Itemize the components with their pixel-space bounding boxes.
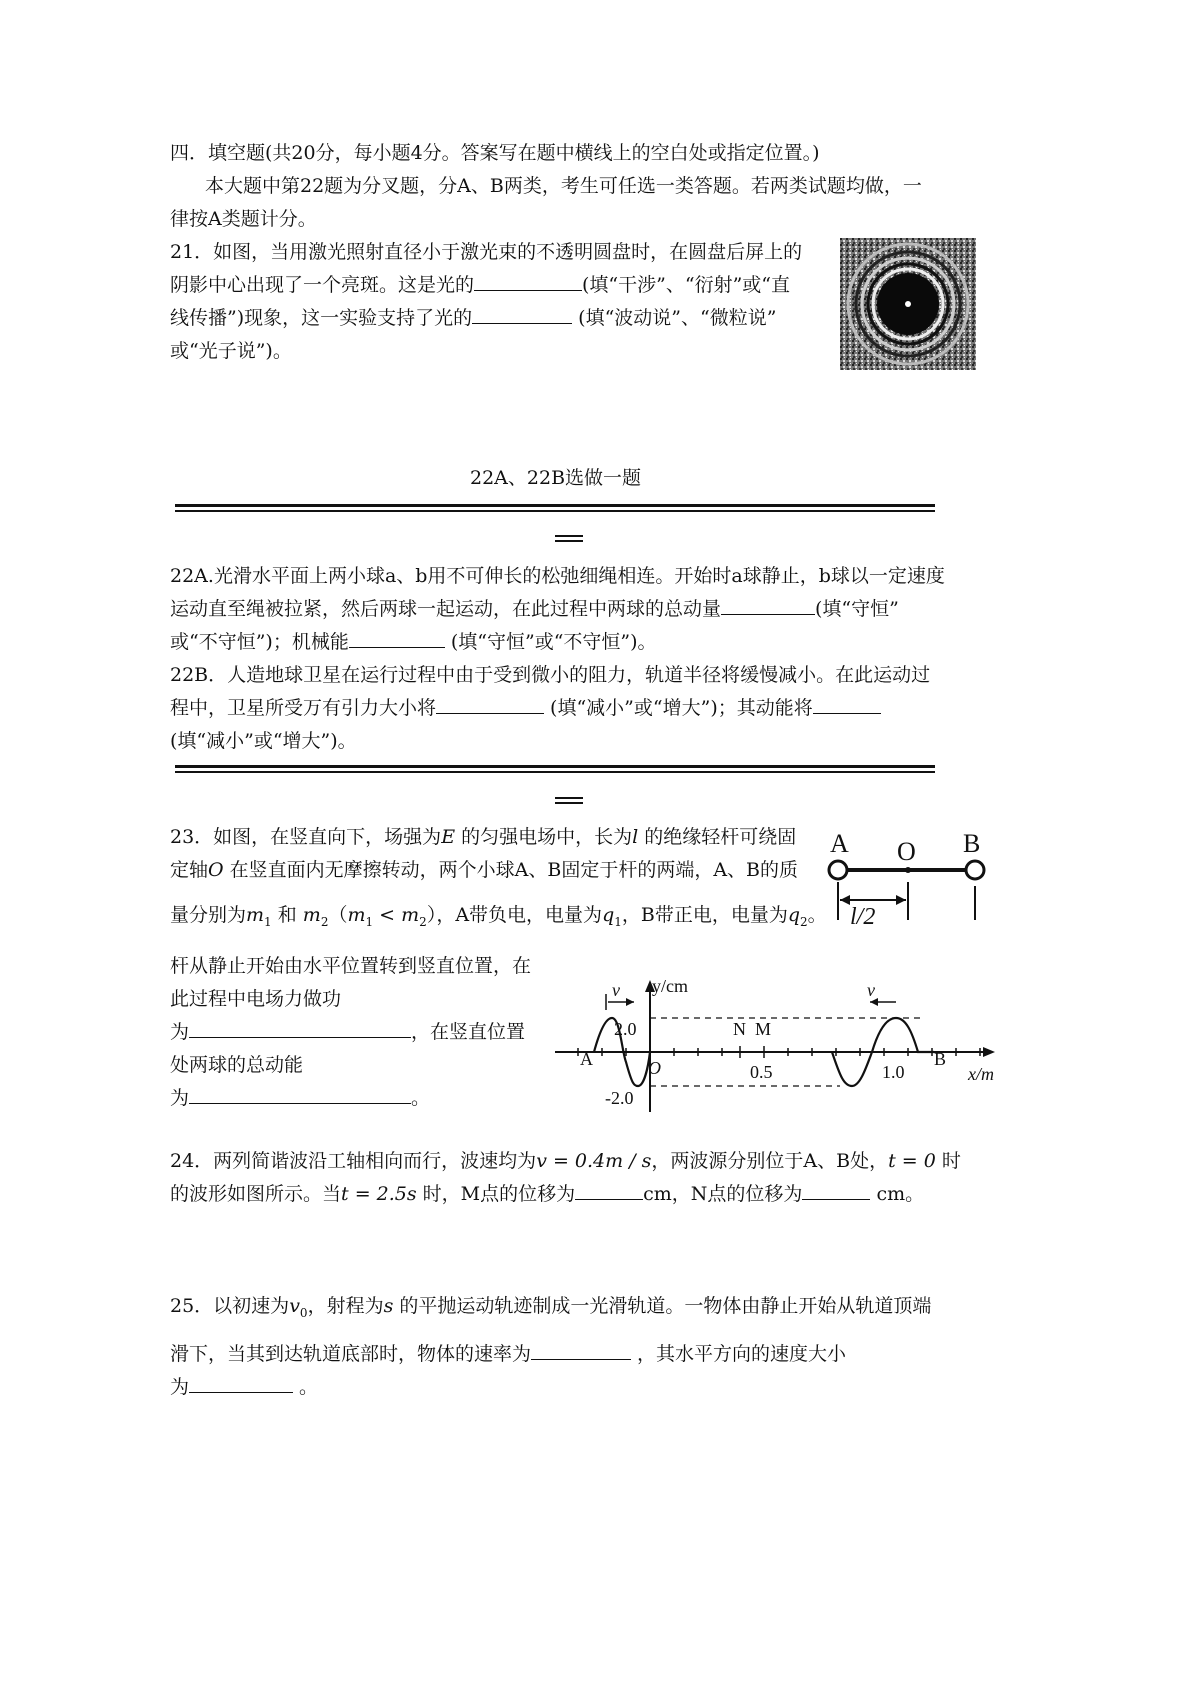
wave-figure (550, 972, 1020, 1112)
q21-line-1: 21．如图，当用激光照射直径小于激光束的不透明圆盘时，在圆盘后屏上的 (170, 241, 803, 263)
divider-mark (555, 535, 583, 537)
wave-tick-05: 0.5 (750, 1062, 773, 1082)
wave-x-label: x/m (968, 1064, 994, 1084)
wave-v-right: v (867, 980, 875, 1000)
ball-b (966, 861, 984, 879)
ball-a (829, 861, 847, 879)
wave-tick-10: 1.0 (882, 1062, 905, 1082)
section-note-1: 本大题中第22题为分叉题，分A、B两类，考生可任选一类答题。若两类试题均做，一 (205, 175, 922, 197)
wave-label-n: N (733, 1019, 746, 1039)
wave-v-left: v (612, 980, 620, 1000)
q22b-line-2: 程中，卫星所受万有引力大小将 (填“减小”或“增大”)；其动能将 (170, 695, 881, 721)
q24-line-2: 的波形如图所示。当t = 2.5s 时，M点的位移为 cm，N点的位移为 cm。 (170, 1183, 925, 1205)
divider-mark-2-inner (555, 802, 583, 804)
rod-label-b: B (963, 829, 981, 858)
divider-mark-inner (555, 540, 583, 542)
q21-line-2: 阴影中心出现了一个亮斑。这是光的 (填“干涉”、“衍射”或“直 (170, 274, 790, 296)
divider-top (175, 504, 935, 507)
q23-line-1: 23．如图，在竖直向下，场强为E 的匀强电场中，长为l 的绝缘轻杆可绕固 (170, 826, 797, 848)
wave-neg-amp: -2.0 (605, 1088, 634, 1108)
q21-answer-blank-1[interactable] (474, 272, 582, 291)
q21-line-3: 线传播”)现象，这一实验支持了光的 (填“波动说”、“微粒说” (170, 307, 777, 329)
q23-answer-blank-1[interactable] (189, 1019, 411, 1038)
q22a-answer-blank-1[interactable] (721, 596, 815, 615)
q21-answer-blank-2[interactable] (472, 305, 572, 324)
q22b-line-3: (填“减小”或“增大”)。 (170, 730, 357, 752)
section-header: 四．填空题(共20分，每小题4分。答案写在题中横线上的空白处或指定位置。) (170, 142, 820, 164)
rod-label-o: O (897, 837, 916, 866)
q23-line-5: 此过程中电场力做功 (170, 988, 342, 1010)
wave-y-label: y/cm (652, 976, 688, 996)
q21-line-4: 或“光子说”)。 (170, 340, 292, 362)
q25-answer-blank-1[interactable] (531, 1341, 631, 1360)
divider-bottom-inner (175, 771, 935, 773)
q25-line-1: 25．以初速为$v_0$，射程为s 的平抛运动轨迹制成一光滑轨道。一物体由静止开始从轨道顶端 (170, 1295, 932, 1320)
rod-label-a: A (830, 829, 849, 858)
q22b-line-1: 22B．人造地球卫星在运行过程中由于受到微小的阻力，轨道半径将缓慢减小。在此运动过 (170, 664, 931, 686)
q23-answer-blank-2[interactable] (189, 1085, 411, 1104)
q24-line-1: 24．两列简谐波沿工轴相向而行，波速均为v = 0.4m / s，两波源分别位于A、B处，t = 0 时 (170, 1150, 961, 1172)
q22a-line-2: 运动直至绳被拉紧，然后两球一起运动，在此过程中两球的总动量 (填“守恒” (170, 598, 899, 620)
q22b-answer-blank-1[interactable] (436, 695, 544, 714)
diffraction-pattern-image (840, 238, 976, 370)
q23-line-2: 定轴O 在竖直面内无摩擦转动，两个小球A、B固定于杆的两端，A、B的质 (170, 859, 799, 881)
half-length-label: l/2 (850, 904, 876, 928)
wave-label-m: M (755, 1019, 772, 1039)
section-note-2: 律按A类题计分。 (170, 208, 317, 230)
q22a-line-1: 22A.光滑水平面上两小球a、b用不可伸长的松弛细绳相连。开始时a球静止，b球以一定速度 (170, 565, 945, 587)
divider-top-inner (175, 510, 935, 512)
q22a-answer-blank-2[interactable] (349, 629, 445, 648)
q25-answer-blank-2[interactable] (189, 1374, 293, 1393)
wave-pos-amp: 2.0 (614, 1019, 637, 1039)
wave-origin-o: O (648, 1058, 661, 1078)
q24-answer-blank-2[interactable] (802, 1181, 870, 1200)
pivot-o (905, 867, 911, 873)
q25-line-3: 为 。 (170, 1376, 319, 1398)
divider-bottom (175, 765, 935, 768)
q23-line-8: 为 。 (170, 1087, 431, 1109)
q22a-line-3: 或“不守恒”)；机械能 (填“守恒”或“不守恒”)。 (170, 631, 657, 653)
q23-line-3: 量分别为$m_1$ 和 $m_2(m_1 < m_2)$，A带负电，电量为$q_1$，B带正电，电量为$q_2$。 (170, 904, 827, 929)
wave-label-a: A (580, 1049, 593, 1069)
q25-line-2: 滑下，当其到达轨道底部时，物体的速率为 ，其水平方向的速度大小 (170, 1343, 847, 1365)
q23-line-6: 为 ，在竖直位置 (170, 1021, 526, 1043)
q23-line-7: 处两球的总动能 (170, 1054, 304, 1076)
choose-one-title: 22A、22B选做一题 (470, 467, 642, 489)
wave-label-b: B (934, 1049, 947, 1069)
q24-answer-blank-1[interactable] (575, 1181, 643, 1200)
rod-figure (820, 828, 1000, 928)
q23-line-4: 杆从静止开始由水平位置转到竖直位置，在 (170, 955, 532, 977)
divider-mark-2 (555, 797, 583, 799)
q22b-answer-blank-2[interactable] (813, 695, 881, 714)
